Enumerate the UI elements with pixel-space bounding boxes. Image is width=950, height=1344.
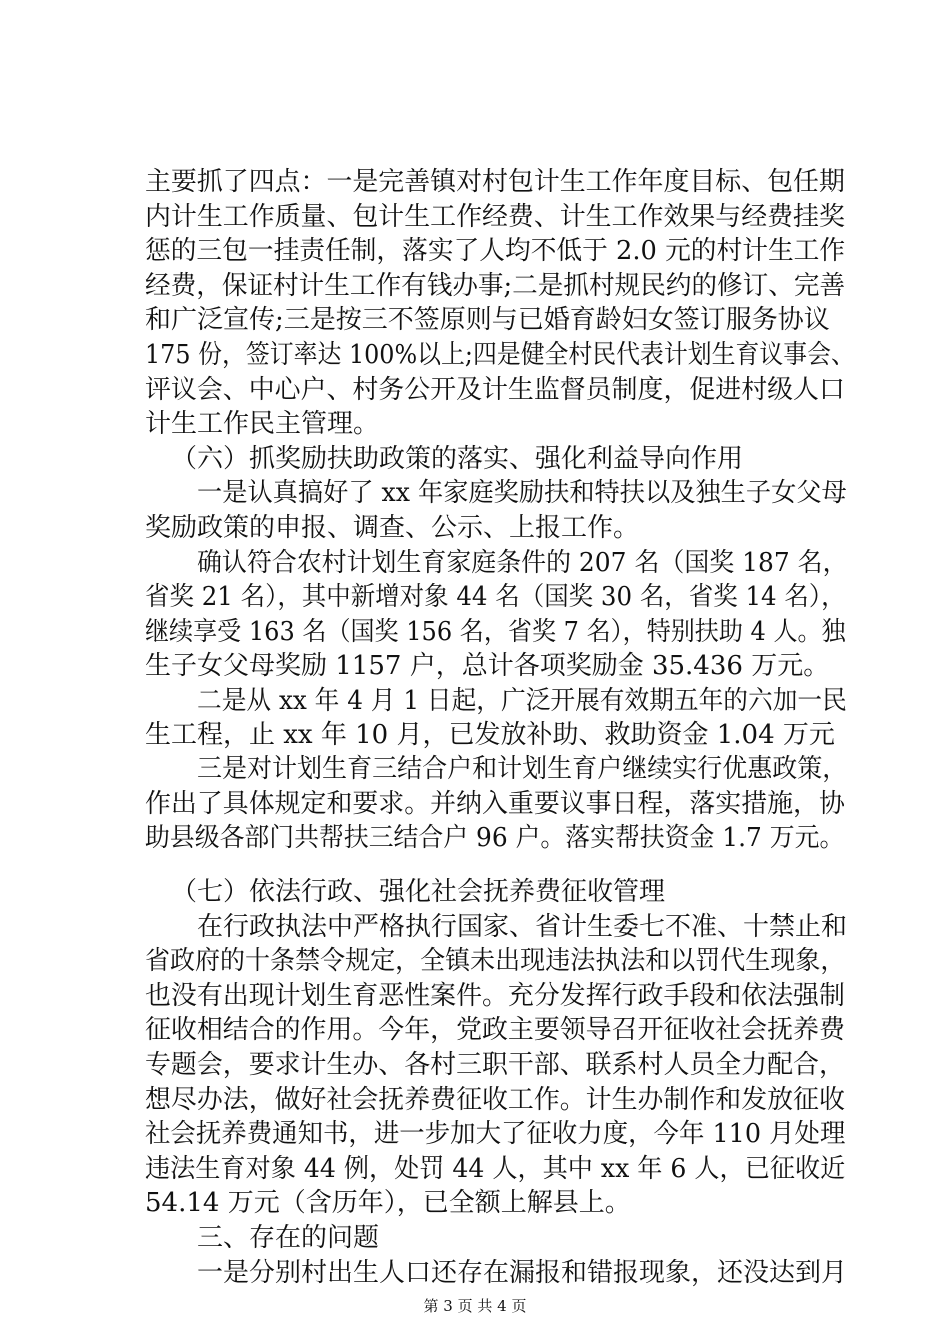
- text-line: 在行政执法中严格执行国家、省计生委七不准、十禁止和: [197, 912, 848, 942]
- text-line: 生工程，止 xx 年 10 月，已发放补助、救助资金 1.04 万元: [145, 720, 835, 750]
- text-line: 也没有出现计划生育恶性案件。充分发挥行政手段和依法强制: [145, 981, 845, 1011]
- text-line: 省政府的十条禁令规定，全镇未出现违法执法和以罚代生现象，: [145, 946, 846, 976]
- text-line: 专题会，要求计生办、各村三职干部、联系村人员全力配合，: [145, 1050, 845, 1080]
- text-line: 一是分别村出生人口还存在漏报和错报现象，还没达到月: [197, 1258, 848, 1288]
- text-line: 继续享受 163 名（国奖 156 名，省奖 7 名），特别扶助 4 人。独: [145, 617, 846, 647]
- text-line: 二是从 xx 年 4 月 1 日起，广泛开展有效期五年的六加一民: [197, 686, 847, 716]
- text-line: 助县级各部门共帮扶三结合户 96 户。落实帮扶资金 1.7 万元。: [145, 823, 845, 853]
- text-line: 计生工作民主管理。: [145, 409, 380, 439]
- text-line: 175 份，签订率达 100%以上;四是健全村民代表计划生育议事会、: [145, 340, 855, 370]
- text-line: 三是对计划生育三结合户和计划生育户继续实行优惠政策，: [197, 754, 848, 784]
- text-line: 评议会、中心户、村务公开及计生监督员制度，促进村级人口: [145, 375, 845, 405]
- text-line: 征收相结合的作用。今年，党政主要领导召开征收社会抚养费: [145, 1015, 845, 1045]
- section-heading: 三、存在的问题: [197, 1223, 380, 1253]
- text-line: 惩的三包一挂责任制，落实了人均不低于 2.0 元的村计生工作: [145, 236, 846, 266]
- text-line: 经费，保证村计生工作有钱办事;二是抓村规民约的修订、完善: [145, 271, 846, 301]
- text-line: 确认符合农村计划生育家庭条件的 207 名（国奖 187 名，: [197, 548, 848, 578]
- text-line: 生子女父母奖励 1157 户，总计各项奖励金 35.436 万元。: [145, 651, 830, 681]
- text-line: 54.14 万元（含历年），已全额上解县上。: [145, 1188, 631, 1218]
- text-line: 违法生育对象 44 例，处罚 44 人，其中 xx 年 6 人，已征收近: [145, 1154, 846, 1184]
- text-line: 一是认真搞好了 xx 年家庭奖励扶和特扶以及独生子女父母: [197, 478, 847, 508]
- text-line: 内计生工作质量、包计生工作经费、计生工作效果与经费挂奖: [145, 202, 845, 232]
- text-line: 和广泛宣传;三是按三不签原则与已婚育龄妇女签订服务协议: [145, 305, 830, 335]
- text-line: 想尽办法，做好社会抚养费征收工作。计生办制作和发放征收: [145, 1085, 845, 1115]
- section-heading: （六）抓奖励扶助政策的落实、强化利益导向作用: [171, 444, 744, 474]
- text-line: 社会抚养费通知书，进一步加大了征收力度，今年 110 月处理: [145, 1119, 846, 1149]
- text-line: 作出了具体规定和要求。并纳入重要议事日程，落实措施，协: [145, 789, 845, 819]
- section-heading: （七）依法行政、强化社会抚养费征收管理: [171, 877, 666, 907]
- page-footer: 第 3 页 共 4 页: [423, 1297, 527, 1315]
- text-line: 主要抓了四点：一是完善镇对村包计生工作年度目标、包任期: [145, 167, 845, 197]
- text-line: 省奖 21 名），其中新增对象 44 名（国奖 30 名，省奖 14 名），: [145, 582, 846, 612]
- text-line: 奖励政策的申报、调查、公示、上报工作。: [145, 513, 640, 543]
